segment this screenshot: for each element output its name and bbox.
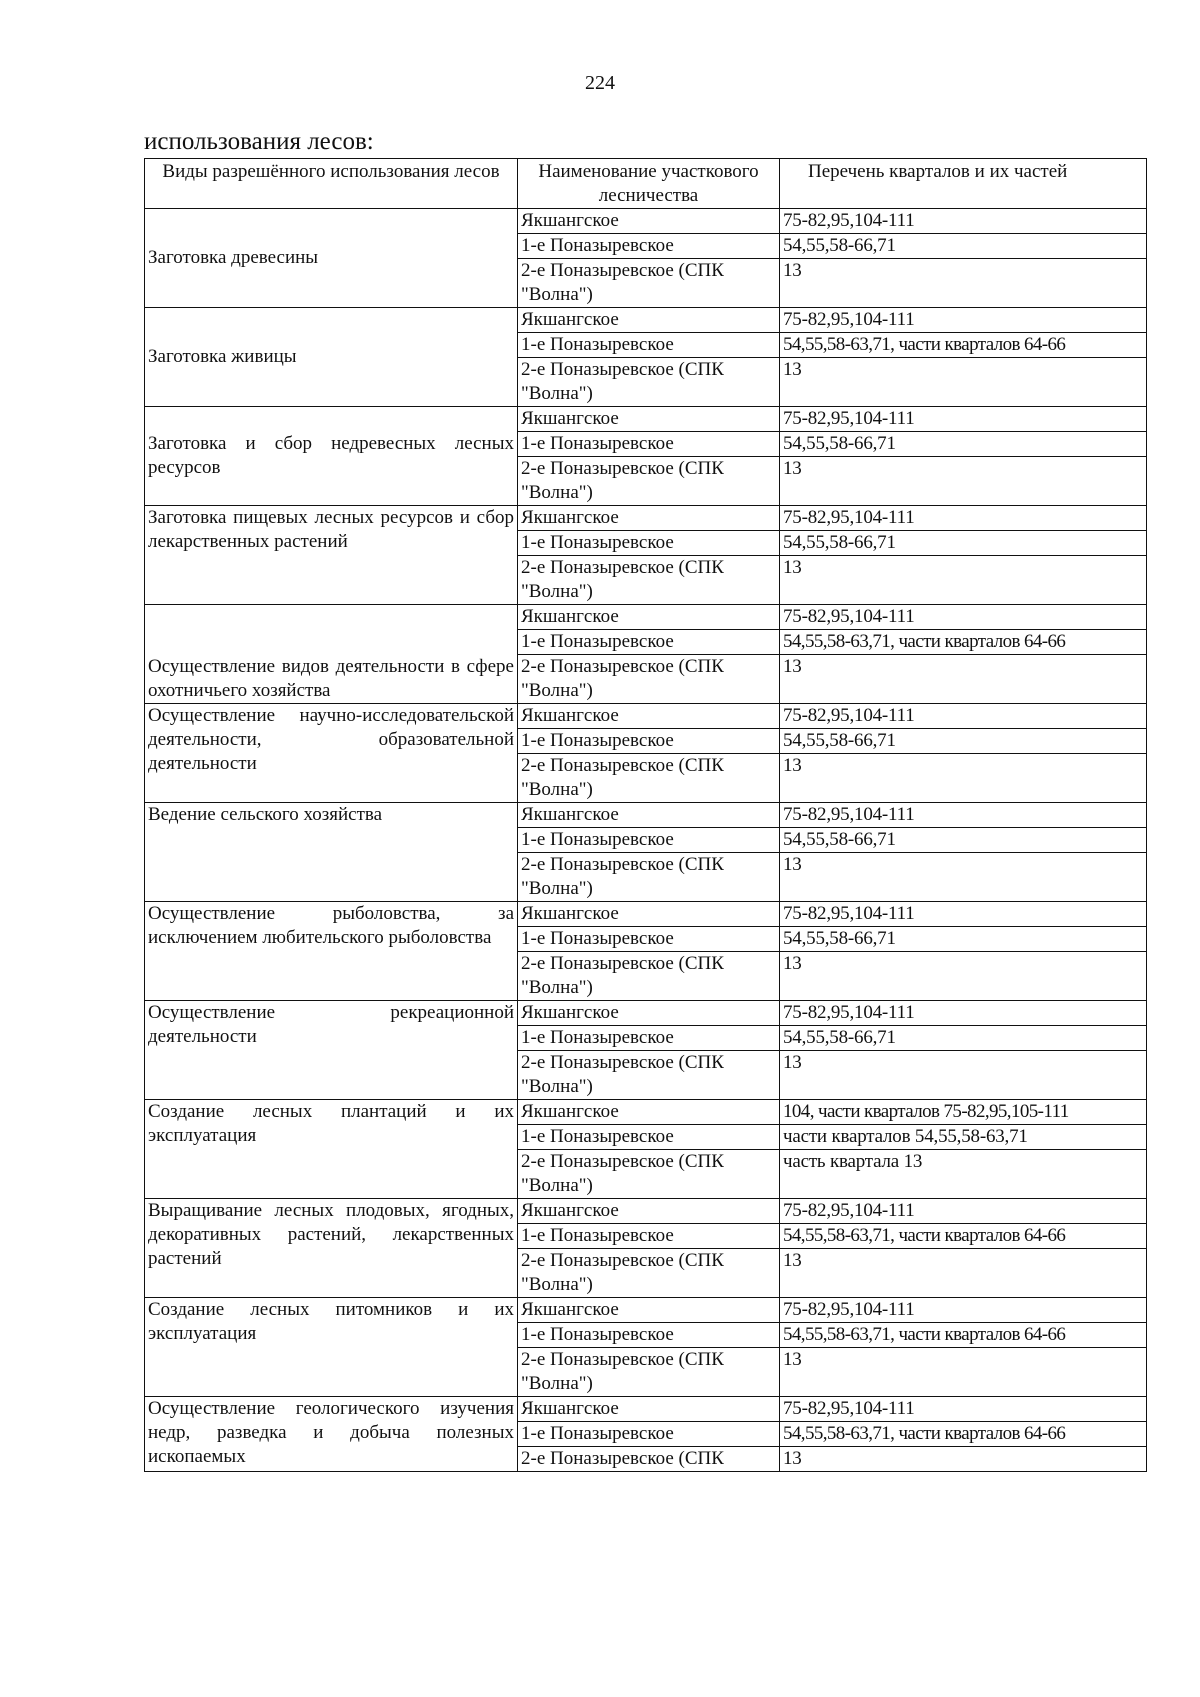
quarters-cell: 75-82,95,104-111	[780, 1298, 1147, 1323]
table-header-row	[145, 159, 1147, 209]
quarters-cell: 75-82,95,104-111	[780, 1199, 1147, 1224]
table-row	[145, 605, 1147, 630]
quarters-cell: 54,55,58-66,71	[780, 432, 1147, 457]
forestry-cell: 1-е Поназыревское	[518, 1125, 780, 1150]
table-row	[145, 803, 1147, 828]
forestry-cell: Якшангское	[518, 1298, 780, 1323]
quarters-cell: 54,55,58-63,71, части кварталов 64-66	[780, 333, 1147, 358]
forestry-cell: 2-е Поназыревское (СПК "Волна")	[518, 853, 780, 902]
forestry-cell: 2-е Поназыревское (СПК "Волна")	[518, 754, 780, 803]
forestry-cell: 2-е Поназыревское (СПК "Волна")	[518, 259, 780, 308]
quarters-cell: 13	[780, 952, 1147, 1001]
forestry-cell: 1-е Поназыревское	[518, 1026, 780, 1051]
forestry-cell: 2-е Поназыревское (СПК "Волна")	[518, 358, 780, 407]
use-type-cell: Создание лесных питомников и их эксплуатация	[145, 1298, 518, 1397]
forestry-cell: 2-е Поназыревское (СПК "Волна")	[518, 457, 780, 506]
forestry-cell: 1-е Поназыревское	[518, 927, 780, 952]
section-heading: использования лесов:	[144, 128, 374, 155]
use-type-cell: Осуществление научно-исследовательской деятельности, образовательной деятельности	[145, 704, 518, 803]
forestry-cell: Якшангское	[518, 1199, 780, 1224]
forestry-cell: 1-е Поназыревское	[518, 1323, 780, 1348]
use-type-cell: Заготовка живицы	[145, 308, 518, 407]
quarters-cell: 54,55,58-66,71	[780, 234, 1147, 259]
quarters-cell: 75-82,95,104-111	[780, 1001, 1147, 1026]
quarters-cell: 54,55,58-66,71	[780, 828, 1147, 853]
quarters-cell: 54,55,58-63,71, части кварталов 64-66	[780, 1323, 1147, 1348]
table-row	[145, 1199, 1147, 1224]
table-row	[145, 902, 1147, 927]
quarters-cell: 13	[780, 556, 1147, 605]
quarters-cell: 75-82,95,104-111	[780, 506, 1147, 531]
quarters-cell: 13	[780, 1348, 1147, 1397]
forestry-cell: 1-е Поназыревское	[518, 432, 780, 457]
use-type-cell: Ведение сельского хозяйства	[145, 803, 518, 902]
forestry-cell: 1-е Поназыревское	[518, 828, 780, 853]
quarters-cell: 104, части кварталов 75-82,95,105-111	[780, 1100, 1147, 1125]
quarters-cell: 75-82,95,104-111	[780, 704, 1147, 729]
forestry-cell: 1-е Поназыревское	[518, 1422, 780, 1447]
quarters-cell: 13	[780, 358, 1147, 407]
quarters-cell: 75-82,95,104-111	[780, 902, 1147, 927]
use-type-cell: Заготовка древесины	[145, 209, 518, 308]
header-use-type: Виды разрешённого использования лесов	[145, 159, 518, 209]
forestry-cell: 2-е Поназыревское (СПК "Волна")	[518, 1150, 780, 1199]
quarters-cell: 13	[780, 754, 1147, 803]
forestry-cell: Якшангское	[518, 605, 780, 630]
forestry-cell: Якшангское	[518, 407, 780, 432]
table-row	[145, 1397, 1147, 1422]
table-row	[145, 407, 1147, 432]
use-type-cell: Выращивание лесных плодовых, ягодных, декоративных растений, лекарственных растений	[145, 1199, 518, 1298]
use-type-cell: Заготовка пищевых лесных ресурсов и сбор лекарственных растений	[145, 506, 518, 605]
forestry-cell: Якшангское	[518, 1001, 780, 1026]
quarters-cell: 13	[780, 1447, 1147, 1472]
header-quarters: Перечень кварталов и их частей	[780, 159, 1147, 209]
table-row	[145, 1001, 1147, 1026]
forestry-cell: 1-е Поназыревское	[518, 630, 780, 655]
forest-use-table	[144, 158, 1147, 1472]
forestry-cell: Якшангское	[518, 506, 780, 531]
table-row	[145, 704, 1147, 729]
forestry-cell: Якшангское	[518, 1100, 780, 1125]
quarters-cell: 13	[780, 655, 1147, 704]
forestry-cell: 1-е Поназыревское	[518, 333, 780, 358]
forestry-cell: 1-е Поназыревское	[518, 531, 780, 556]
quarters-cell: 13	[780, 853, 1147, 902]
use-type-cell: Осуществление рыболовства, за исключением любительского рыболовства	[145, 902, 518, 1001]
table-row	[145, 506, 1147, 531]
forestry-cell: 1-е Поназыревское	[518, 234, 780, 259]
use-type-cell: Заготовка и сбор недревесных лесных ресурсов	[145, 407, 518, 506]
quarters-cell: 54,55,58-66,71	[780, 927, 1147, 952]
use-type-cell: Создание лесных плантаций и их эксплуатация	[145, 1100, 518, 1199]
quarters-cell: 75-82,95,104-111	[780, 1397, 1147, 1422]
forestry-cell: Якшангское	[518, 308, 780, 333]
quarters-cell: 54,55,58-63,71, части кварталов 64-66	[780, 1224, 1147, 1249]
forestry-cell: Якшангское	[518, 209, 780, 234]
forestry-cell: 1-е Поназыревское	[518, 1224, 780, 1249]
table-row	[145, 1100, 1147, 1125]
header-forestry-name: Наименование участкового лесничества	[518, 159, 780, 209]
forestry-cell: 2-е Поназыревское (СПК "Волна")	[518, 1348, 780, 1397]
use-type-cell: Осуществление рекреационной деятельности	[145, 1001, 518, 1100]
quarters-cell: 13	[780, 1051, 1147, 1100]
forestry-cell: Якшангское	[518, 1397, 780, 1422]
quarters-cell: 13	[780, 457, 1147, 506]
use-type-cell: Осуществление видов деятельности в сфере охотничьего хозяйства	[145, 605, 518, 704]
quarters-cell: 13	[780, 259, 1147, 308]
quarters-cell: части кварталов 54,55,58-63,71	[780, 1125, 1147, 1150]
table-row	[145, 209, 1147, 234]
forestry-cell: 2-е Поназыревское (СПК "Волна")	[518, 1249, 780, 1298]
quarters-cell: 75-82,95,104-111	[780, 209, 1147, 234]
quarters-cell: 54,55,58-66,71	[780, 531, 1147, 556]
quarters-cell: 75-82,95,104-111	[780, 803, 1147, 828]
forestry-cell: 2-е Поназыревское (СПК "Волна")	[518, 952, 780, 1001]
quarters-cell: 75-82,95,104-111	[780, 605, 1147, 630]
use-type-cell: Осуществление геологического изучения недр, разведка и добыча полезных ископаемых	[145, 1397, 518, 1472]
quarters-cell: 54,55,58-63,71, части кварталов 64-66	[780, 630, 1147, 655]
forestry-cell: Якшангское	[518, 902, 780, 927]
forestry-cell: Якшангское	[518, 704, 780, 729]
table-body	[145, 209, 1147, 1472]
forestry-cell: 2-е Поназыревское (СПК "Волна")	[518, 1051, 780, 1100]
quarters-cell: 54,55,58-63,71, части кварталов 64-66	[780, 1422, 1147, 1447]
forestry-cell: 1-е Поназыревское	[518, 729, 780, 754]
forestry-cell: 2-е Поназыревское (СПК "Волна")	[518, 556, 780, 605]
quarters-cell: 54,55,58-66,71	[780, 729, 1147, 754]
quarters-cell: 54,55,58-66,71	[780, 1026, 1147, 1051]
quarters-cell: 75-82,95,104-111	[780, 308, 1147, 333]
quarters-cell: часть квартала 13	[780, 1150, 1147, 1199]
table-row	[145, 1298, 1147, 1323]
forestry-cell: Якшангское	[518, 803, 780, 828]
page-number: 224	[585, 72, 615, 94]
forestry-cell: 2-е Поназыревское (СПК	[518, 1447, 780, 1472]
quarters-cell: 75-82,95,104-111	[780, 407, 1147, 432]
quarters-cell: 13	[780, 1249, 1147, 1298]
table-row	[145, 308, 1147, 333]
forestry-cell: 2-е Поназыревское (СПК "Волна")	[518, 655, 780, 704]
